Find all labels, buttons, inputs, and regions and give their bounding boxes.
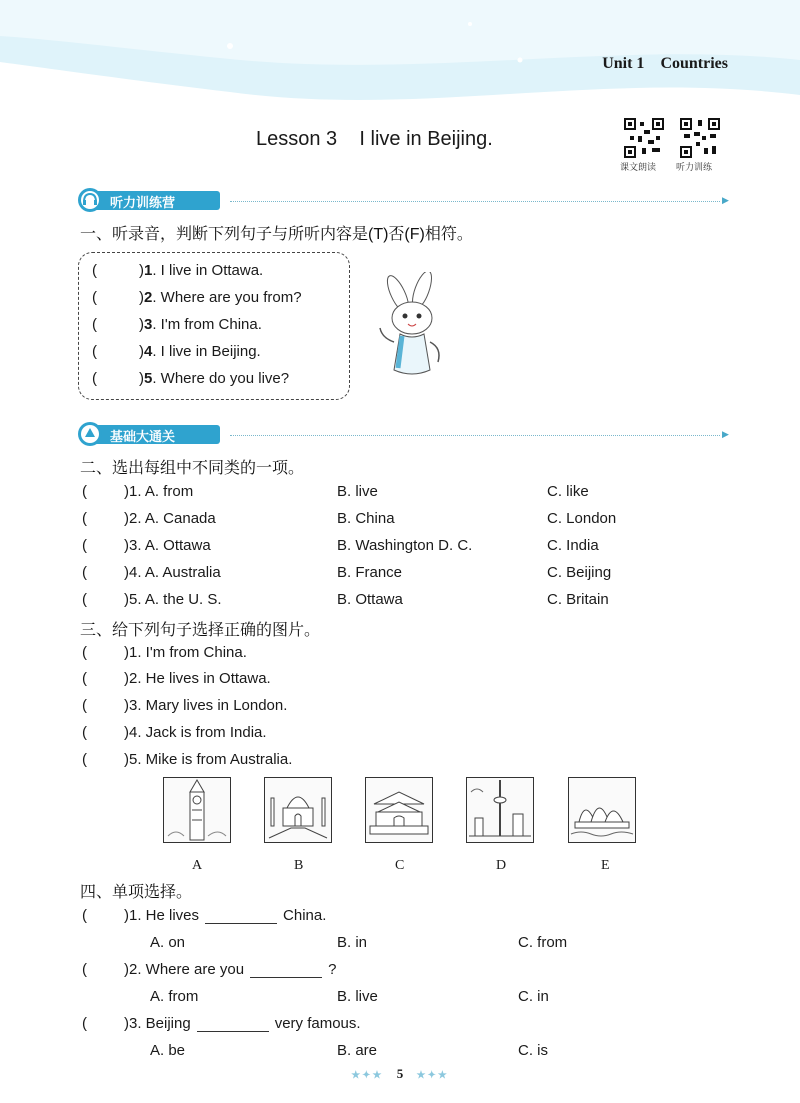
answer-blank bbox=[205, 909, 277, 924]
option-c: C. Britain bbox=[547, 591, 609, 608]
option-b: B. China bbox=[337, 510, 395, 527]
option-c: C. like bbox=[547, 483, 589, 500]
option-a: A. be bbox=[150, 1042, 186, 1059]
answer-paren: ( bbox=[82, 537, 87, 554]
picture-label: B bbox=[294, 858, 304, 873]
option-b: B. Ottawa bbox=[337, 591, 403, 608]
listening-section-badge bbox=[76, 188, 226, 212]
list-item: ( )1. I live in Ottawa. bbox=[92, 262, 264, 279]
list-item: ( )5. Where do you live? bbox=[92, 370, 290, 387]
option-a: A. on bbox=[150, 934, 186, 951]
answer-paren: ( bbox=[82, 697, 87, 714]
answer-paren: ( bbox=[82, 670, 87, 687]
answer-paren: ( bbox=[82, 907, 87, 924]
question: )3. Beijing very famous. bbox=[124, 1015, 361, 1032]
option-c: C. Beijing bbox=[547, 564, 612, 581]
question: )1. He lives China. bbox=[124, 907, 327, 924]
list-item: )3. Mary lives in London. bbox=[124, 697, 288, 714]
unit-header bbox=[602, 55, 728, 73]
arrow-right-icon: ▶ bbox=[722, 195, 729, 205]
option-c: C. in bbox=[518, 988, 549, 1005]
list-item: ( )3. I'm from China. bbox=[92, 316, 262, 333]
page-number-value: 5 bbox=[396, 1066, 404, 1081]
star-decoration-icon: ★✦★ bbox=[351, 1070, 384, 1081]
unit-label: Unit 1 bbox=[602, 55, 645, 72]
sydney-opera-house-picture bbox=[568, 777, 636, 843]
option-a: )5. A. the U. S. bbox=[124, 591, 222, 608]
option-b: B. live bbox=[337, 483, 378, 500]
rabbit-mascot-icon bbox=[376, 272, 456, 384]
star-decoration-icon: ★✦★ bbox=[416, 1070, 449, 1081]
option-c: C. London bbox=[547, 510, 617, 527]
option-c: C. from bbox=[518, 934, 568, 951]
unit-topic: Countries bbox=[660, 55, 728, 72]
list-item: )2. He lives in Ottawa. bbox=[124, 670, 271, 687]
list-item: )5. Mike is from Australia. bbox=[124, 751, 293, 768]
option-b: B. are bbox=[337, 1042, 378, 1059]
option-b: B. live bbox=[337, 988, 378, 1005]
part4-heading: 四、单项选择。 bbox=[80, 884, 193, 901]
option-a: )1. A. from bbox=[124, 483, 194, 500]
answer-blank bbox=[250, 963, 322, 978]
option-a: )3. A. Ottawa bbox=[124, 537, 211, 554]
tiananmen-picture bbox=[365, 777, 433, 843]
listening-badge-label: 听力训练营 bbox=[110, 195, 176, 210]
picture-label: A bbox=[192, 858, 203, 873]
taj-mahal-picture bbox=[264, 777, 332, 843]
part1-heading: 一、听录音，判断下列句子与所听内容是(T)否(F)相符。 bbox=[80, 226, 473, 243]
arrow-right-icon: ▶ bbox=[722, 429, 729, 439]
basics-badge-label: 基础大通关 bbox=[110, 429, 176, 444]
basics-section-badge bbox=[76, 422, 226, 446]
list-item: )1. I'm from China. bbox=[124, 644, 247, 661]
page-number bbox=[0, 1066, 800, 1082]
cn-tower-picture bbox=[466, 777, 534, 843]
answer-paren: ( bbox=[82, 564, 87, 581]
qr-caption: 听力训练 bbox=[676, 162, 713, 172]
picture-label: C bbox=[395, 858, 405, 873]
list-item: )4. Jack is from India. bbox=[124, 724, 267, 741]
part3-heading: 三、给下列句子选择正确的图片。 bbox=[80, 622, 321, 639]
answer-paren: ( bbox=[82, 751, 87, 768]
answer-paren: ( bbox=[82, 1015, 87, 1032]
part2-heading: 二、选出每组中不同类的一项。 bbox=[80, 460, 305, 477]
option-b: B. in bbox=[337, 934, 368, 951]
qr-caption: 课文朗读 bbox=[620, 162, 657, 172]
answer-paren: ( bbox=[82, 483, 87, 500]
lesson-title: Lesson 3 I live in Beijing. bbox=[256, 128, 493, 150]
option-a: A. from bbox=[150, 988, 199, 1005]
qr-code-icon bbox=[680, 118, 720, 158]
option-c: C. India bbox=[547, 537, 599, 554]
divider bbox=[230, 201, 720, 202]
answer-paren: ( bbox=[82, 961, 87, 978]
picture-label: E bbox=[601, 858, 610, 873]
answer-paren: ( bbox=[82, 591, 87, 608]
option-b: B. Washington D. C. bbox=[337, 537, 473, 554]
answer-paren: ( bbox=[82, 644, 87, 661]
list-item: ( )2. Where are you from? bbox=[92, 289, 302, 306]
answer-paren: ( bbox=[82, 510, 87, 527]
option-a: )2. A. Canada bbox=[124, 510, 216, 527]
option-a: )4. A. Australia bbox=[124, 564, 221, 581]
picture-label: D bbox=[496, 858, 507, 873]
big-ben-picture bbox=[163, 777, 231, 843]
question: )2. Where are you ? bbox=[124, 961, 337, 978]
option-b: B. France bbox=[337, 564, 403, 581]
option-c: C. is bbox=[518, 1042, 548, 1059]
answer-paren: ( bbox=[82, 724, 87, 741]
list-item: ( )4. I live in Beijing. bbox=[92, 343, 261, 360]
qr-code-icon bbox=[624, 118, 664, 158]
divider bbox=[230, 435, 720, 436]
answer-blank bbox=[197, 1017, 269, 1032]
